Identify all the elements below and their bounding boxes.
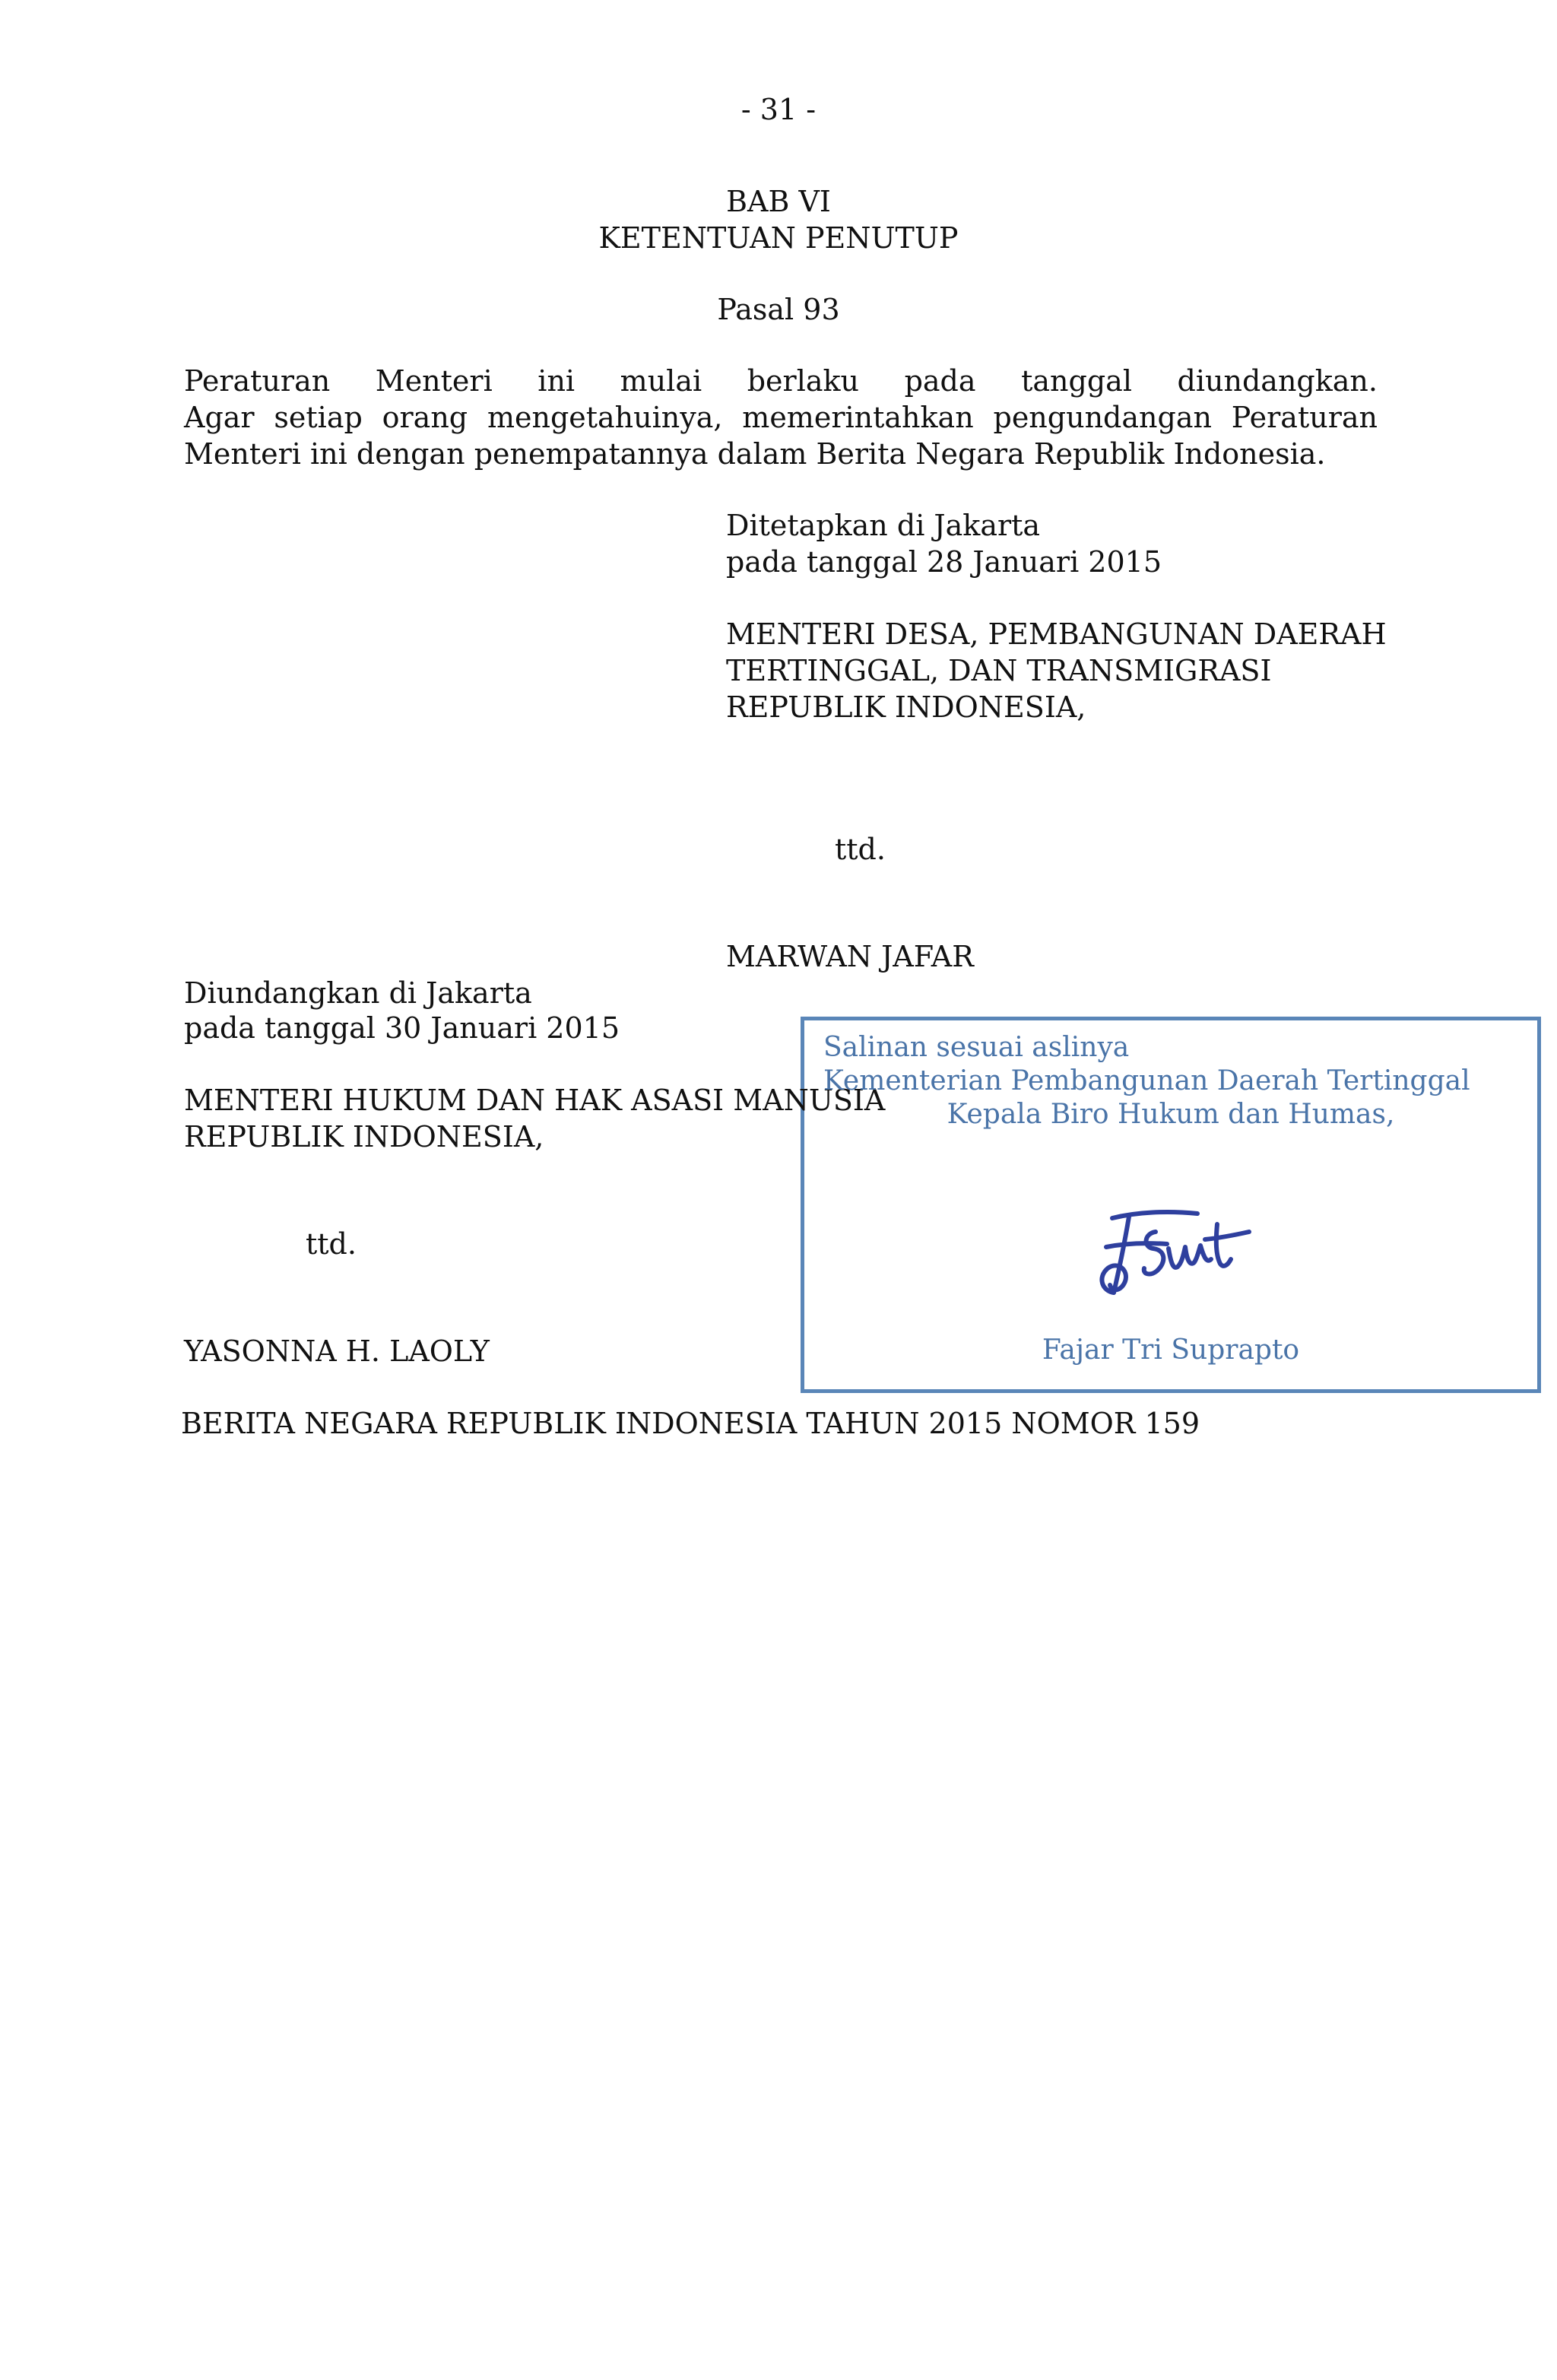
- enactment-signed-mark: ttd.: [835, 833, 886, 866]
- promulgation-signed-mark: ttd.: [306, 1227, 357, 1261]
- page-number: - 31 -: [740, 93, 817, 126]
- promulgation-signatory-name: YASONNA H. LAOLY: [184, 1334, 490, 1368]
- certification-line-1: Salinan sesuai aslinya: [823, 1032, 1130, 1063]
- enactment-office-line: MENTERI DESA, PEMBANGUNAN DAERAH: [726, 617, 1387, 651]
- promulgation-place: Diundangkan di Jakarta: [184, 976, 532, 1010]
- gazette-reference: BERITA NEGARA REPUBLIK INDONESIA TAHUN 2015 NOMOR 159: [181, 1407, 1200, 1440]
- promulgation-office-line: MENTERI HUKUM DAN HAK ASASI MANUSIA: [184, 1084, 886, 1117]
- chapter-title: BAB VI: [726, 185, 831, 218]
- certification-line-3: Kepala Biro Hukum dan Humas,: [947, 1099, 1395, 1130]
- enactment-signatory-name: MARWAN JAFAR: [726, 940, 974, 973]
- article-paragraph-line: Peraturan Menteri ini mulai berlaku pada tanggal diundangkan.: [184, 364, 1378, 398]
- promulgation-date: pada tanggal 30 Januari 2015: [184, 1011, 620, 1045]
- chapter-subtitle: KETENTUAN PENUTUP: [598, 221, 959, 255]
- enactment-date: pada tanggal 28 Januari 2015: [726, 545, 1162, 579]
- certification-line-2: Kementerian Pembangunan Daerah Tertinggal: [823, 1065, 1470, 1096]
- article-paragraph-line: Menteri ini dengan penempatannya dalam Berita Negara Republik Indonesia.: [184, 437, 1326, 471]
- handwritten-signature-icon: [1083, 1201, 1258, 1315]
- enactment-place: Ditetapkan di Jakarta: [726, 509, 1041, 542]
- article-paragraph-line: Agar setiap orang mengetahuinya, memerintahkan pengundangan Peraturan: [184, 401, 1378, 434]
- enactment-office-line: REPUBLIK INDONESIA,: [726, 690, 1086, 724]
- enactment-office-line: TERTINGGAL, DAN TRANSMIGRASI: [726, 654, 1272, 687]
- article-title: Pasal 93: [717, 293, 840, 326]
- certification-name: Fajar Tri Suprapto: [1042, 1334, 1300, 1366]
- promulgation-office-line: REPUBLIK INDONESIA,: [184, 1120, 544, 1154]
